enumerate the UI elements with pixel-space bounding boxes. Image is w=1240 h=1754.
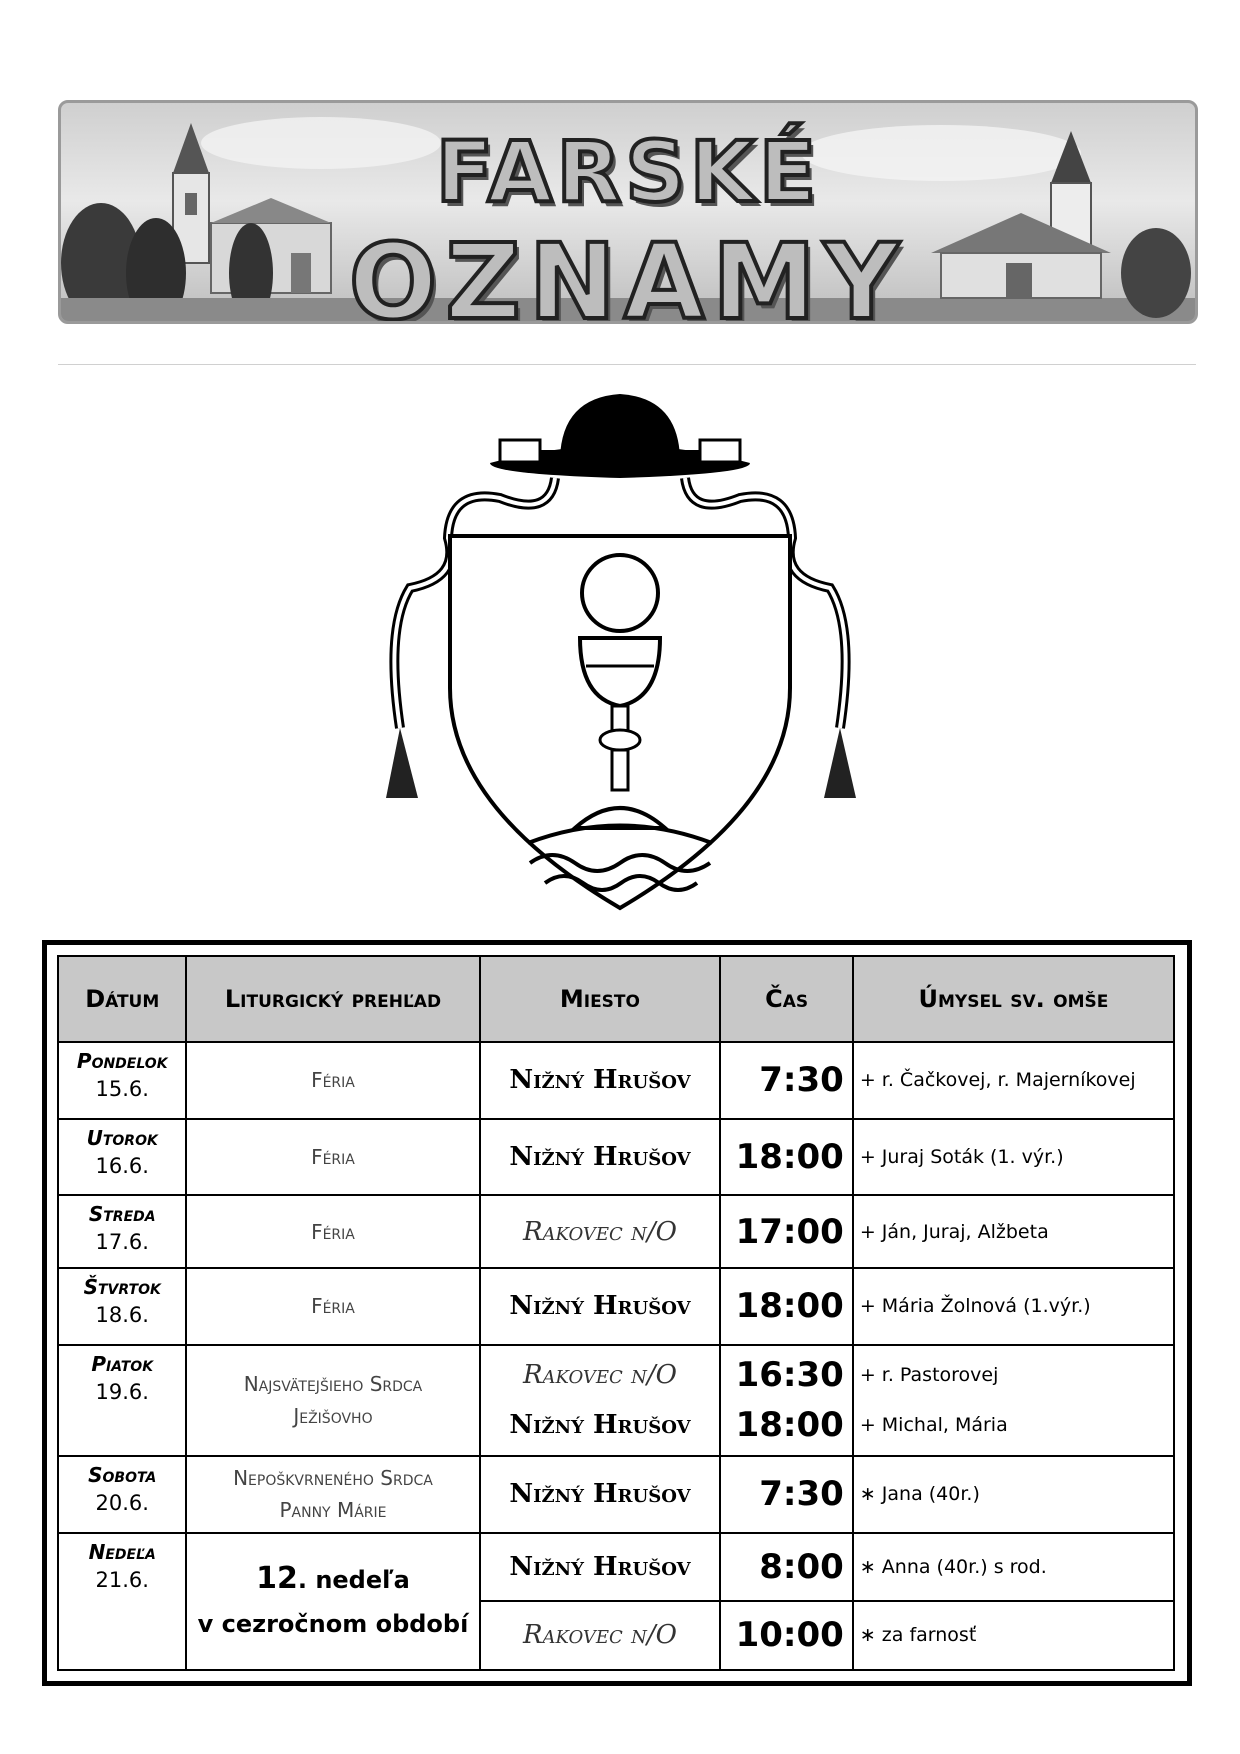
liturgy-text: Féria — [311, 1219, 355, 1244]
day-name: Utorok — [86, 1125, 158, 1150]
table-row — [58, 1119, 1174, 1196]
intention-cell — [853, 1268, 1174, 1345]
intention-cell — [853, 1345, 1174, 1456]
liturgy-text: Ježišovho — [293, 1404, 373, 1429]
sunday-number: 12 — [256, 1560, 298, 1596]
liturgy-cell — [186, 1042, 479, 1119]
mass-schedule-table — [57, 955, 1175, 1671]
mass-intention: + Juraj Soták (1. výr.) — [859, 1146, 1064, 1169]
intention-cell — [853, 1533, 1174, 1670]
header-liturgy: Liturgický prehľad — [186, 956, 479, 1042]
banner-title-line2: OZNAMY — [348, 221, 908, 324]
mass-intention: ∗ za farnosť — [859, 1624, 977, 1647]
header-banner — [58, 100, 1198, 324]
table-row — [58, 1533, 1174, 1670]
day-name: Piatok — [91, 1351, 154, 1376]
time-cell — [720, 1119, 852, 1196]
header-intention: Úmysel sv. omše — [853, 956, 1174, 1042]
date-cell — [58, 1268, 186, 1345]
day-date: 15.6. — [95, 1077, 149, 1101]
date-cell — [58, 1533, 186, 1670]
header-place: Miesto — [480, 956, 721, 1042]
day-name: Nedeľa — [88, 1539, 156, 1564]
coat-of-arms-chalice-icon — [380, 388, 860, 918]
date-cell — [58, 1042, 186, 1119]
intention-cell — [853, 1042, 1174, 1119]
day-date: 19.6. — [95, 1379, 149, 1404]
liturgy-cell — [186, 1456, 479, 1533]
mass-time: 18:00 — [735, 1137, 844, 1178]
date-cell — [58, 1195, 186, 1268]
header-date: Dátum — [58, 956, 186, 1042]
mass-place: Nižný Hrušov — [481, 1534, 720, 1602]
mass-time: 17:00 — [735, 1211, 844, 1252]
mass-intention: + r. Čačkovej, r. Majerníkovej — [859, 1069, 1136, 1092]
mass-place: Nižný Hrušov — [509, 1142, 691, 1173]
day-date: 21.6. — [95, 1567, 149, 1592]
mass-time: 18:00 — [735, 1286, 844, 1327]
intention-cell — [853, 1456, 1174, 1533]
table-row — [58, 1345, 1174, 1456]
mass-place: Nižný Hrušov — [509, 1291, 691, 1322]
day-date: 18.6. — [95, 1303, 149, 1328]
day-date: 17.6. — [95, 1230, 149, 1255]
mass-time: 10:00 — [735, 1615, 844, 1656]
time-cell — [720, 1195, 852, 1268]
liturgy-text: Féria — [311, 1294, 355, 1319]
liturgy-text: Nepoškvrneného Srdca — [233, 1466, 433, 1491]
time-cell — [720, 1345, 852, 1456]
mass-place: Nižný Hrušov — [509, 1410, 691, 1441]
liturgy-cell — [186, 1345, 479, 1456]
day-name: Pondelok — [76, 1049, 168, 1073]
intention-cell — [853, 1119, 1174, 1196]
place-cell — [480, 1195, 721, 1268]
table-row — [58, 1195, 1174, 1268]
table-header-row — [58, 956, 1174, 1042]
mass-time: 16:30 — [735, 1355, 844, 1396]
liturgy-text: Panny Márie — [279, 1498, 387, 1523]
day-name: Streda — [88, 1202, 156, 1227]
place-cell — [480, 1456, 721, 1533]
mass-place: Rakovec n/O — [522, 1620, 677, 1651]
liturgy-cell — [186, 1268, 479, 1345]
day-date: 16.6. — [95, 1153, 149, 1178]
liturgy-text: Féria — [311, 1145, 355, 1170]
mass-intention: + r. Pastorovej — [859, 1364, 999, 1387]
place-cell — [480, 1268, 721, 1345]
header-time: Čas — [720, 956, 852, 1042]
mass-place: Nižný Hrušov — [509, 1065, 691, 1096]
mass-intention: + Mária Žolnová (1.výr.) — [859, 1295, 1091, 1318]
day-name: Štvrtok — [83, 1275, 161, 1300]
day-name: Sobota — [88, 1462, 157, 1487]
mass-place: Nižný Hrušov — [509, 1479, 691, 1510]
banner-title-line1: FARSKÉ — [435, 123, 821, 221]
time-cell — [720, 1456, 852, 1533]
liturgy-cell — [186, 1119, 479, 1196]
time-cell — [720, 1042, 852, 1119]
mass-intention: ∗ Jana (40r.) — [859, 1483, 980, 1506]
time-cell — [720, 1268, 852, 1345]
mass-time: 7:30 — [759, 1060, 844, 1101]
mass-intention: + Ján, Juraj, Alžbeta — [859, 1220, 1049, 1243]
liturgy-cell — [186, 1195, 479, 1268]
liturgy-text: . nedeľa — [297, 1565, 410, 1594]
time-cell — [720, 1533, 852, 1670]
liturgy-cell — [186, 1533, 479, 1670]
liturgy-text: v cezročnom období — [197, 1609, 469, 1638]
date-cell — [58, 1345, 186, 1456]
table-row — [58, 1042, 1174, 1119]
table-row — [58, 1268, 1174, 1345]
place-cell — [480, 1119, 721, 1196]
mass-intention: + Michal, Mária — [859, 1414, 1008, 1437]
place-cell — [480, 1042, 721, 1119]
day-date: 20.6. — [95, 1490, 149, 1515]
schedule-frame — [42, 940, 1192, 1686]
mass-place: Rakovec n/O — [522, 1216, 677, 1247]
mass-time: 8:00 — [721, 1534, 851, 1602]
date-cell — [58, 1456, 186, 1533]
divider — [58, 364, 1196, 365]
mass-intention: ∗ Anna (40r.) s rod. — [854, 1534, 1173, 1602]
mass-time: 18:00 — [735, 1405, 844, 1446]
place-cell — [480, 1345, 721, 1456]
mass-place: Rakovec n/O — [522, 1360, 677, 1391]
liturgy-text: Najsvätejšieho Srdca — [243, 1372, 423, 1397]
table-row — [58, 1456, 1174, 1533]
place-cell — [480, 1533, 721, 1670]
intention-cell — [853, 1195, 1174, 1268]
mass-time: 7:30 — [759, 1474, 844, 1515]
liturgy-text: Féria — [311, 1068, 355, 1093]
date-cell — [58, 1119, 186, 1196]
